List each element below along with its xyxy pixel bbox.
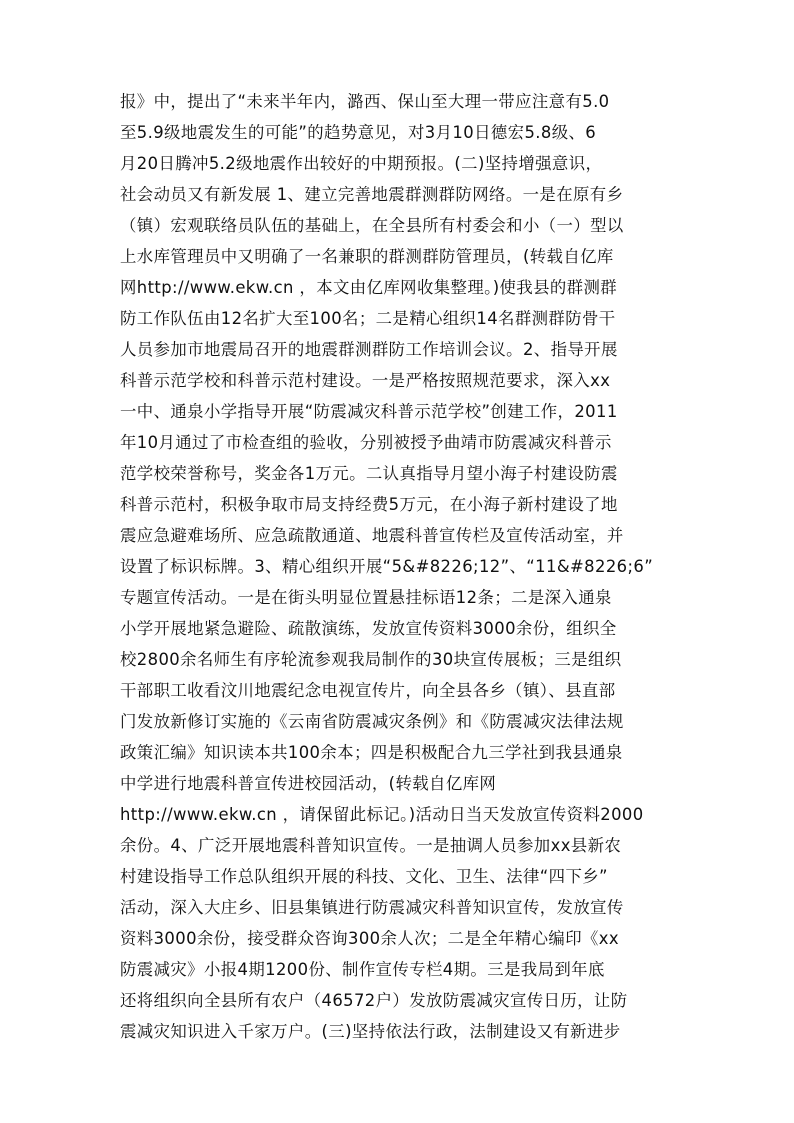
text-line: 政策汇编》知识读本共100余本；四是积极配合九三学社到我县通泉	[120, 743, 623, 762]
text-line: 震减灾知识进入千家万户。(三)坚持依法行政，法制建设又有新进步	[120, 1022, 621, 1041]
text-line: 校2800余名师生有序轮流参观我局制作的30块宣传展板；三是组织	[120, 650, 622, 669]
text-line: 余份。4、广泛开展地震科普知识宣传。一是抽调人员参加xx县新农	[120, 836, 622, 855]
text-line: 科普示范村，积极争取市局支持经费5万元，在小海子新村建设了地	[120, 495, 618, 514]
text-line: 上水库管理员中又明确了一名兼职的群测群防管理员，(转载自亿库	[120, 247, 614, 266]
text-line: 还将组织向全县所有农户（46572户）发放防震减灾宣传日历，让防	[120, 991, 628, 1010]
text-line: 社会动员又有新发展 1、建立完善地震群测群防网络。一是在原有乡	[120, 185, 624, 204]
text-line: 人员参加市地震局召开的地震群测群防工作培训会议。2、指导开展	[120, 340, 618, 359]
text-line: 防震减灾》小报4期1200份、制作宣传专栏4期。三是我局到年底	[120, 960, 605, 979]
text-line: 月20日腾冲5.2级地震作出较好的中期预报。(二)坚持增强意识，	[120, 154, 603, 173]
text-line: 门发放新修订实施的《云南省防震减灾条例》和《防震减灾法律法规	[120, 712, 624, 731]
text-line: 年10月通过了市检查组的验收，分别被授予曲靖市防震减灾科普示	[120, 433, 612, 452]
text-line: 小学开展地紧急避险、疏散演练，发放宣传资料3000余份，组织全	[120, 619, 617, 638]
text-line: 设置了标识标牌。3、精心组织开展“5&#8226;12”、“11&#8226;6”	[120, 557, 654, 576]
text-line: 中学进行地震科普宣传进校园活动，(转载自亿库网	[120, 774, 497, 793]
text-line: 网http://www.ekw.cn ，本文由亿库网收集整理。)使我县的群测群	[120, 278, 618, 297]
text-line: 防工作队伍由12名扩大至100名；二是精心组织14名群测群防骨干	[120, 309, 616, 328]
text-line: 震应急避难场所、应急疏散通道、地震科普宣传栏及宣传活动室，并	[120, 526, 624, 545]
text-line: 科普示范学校和科普示范村建设。一是严格按照规范要求，深入xx	[120, 371, 611, 390]
text-line: 干部职工收看汶川地震纪念电视宣传片，向全县各乡（镇）、县直部	[120, 681, 616, 700]
text-line: 报》中，提出了“未来半年内，潞西、保山至大理一带应注意有5.0	[120, 92, 610, 111]
text-line: 至5.9级地震发生的可能”的趋势意见，对3月10日德宏5.8级、6	[120, 123, 597, 142]
text-line: 村建设指导工作总队组织开展的科技、文化、卫生、法律“四下乡”	[120, 867, 608, 886]
text-line: http://www.ekw.cn ，请保留此标记。)活动日当天发放宣传资料2000	[120, 805, 644, 824]
text-line: 资料3000余份，接受群众咨询300余人次；二是全年精心编印《xx	[120, 929, 619, 948]
text-line: （镇）宏观联络员队伍的基础上，在全县所有村委会和小（一）型以	[120, 216, 624, 235]
text-line: 范学校荣誉称号，奖金各1万元。二认真指导月望小海子村建设防震	[120, 464, 618, 483]
text-line: 专题宣传活动。一是在街头明显位置悬挂标语12条；二是深入通泉	[120, 588, 612, 607]
text-line: 活动，深入大庄乡、旧县集镇进行防震减灾科普知识宣传，发放宣传	[120, 898, 624, 917]
text-line: 一中、通泉小学指导开展“防震减灾科普示范学校”创建工作，2011	[120, 402, 618, 421]
